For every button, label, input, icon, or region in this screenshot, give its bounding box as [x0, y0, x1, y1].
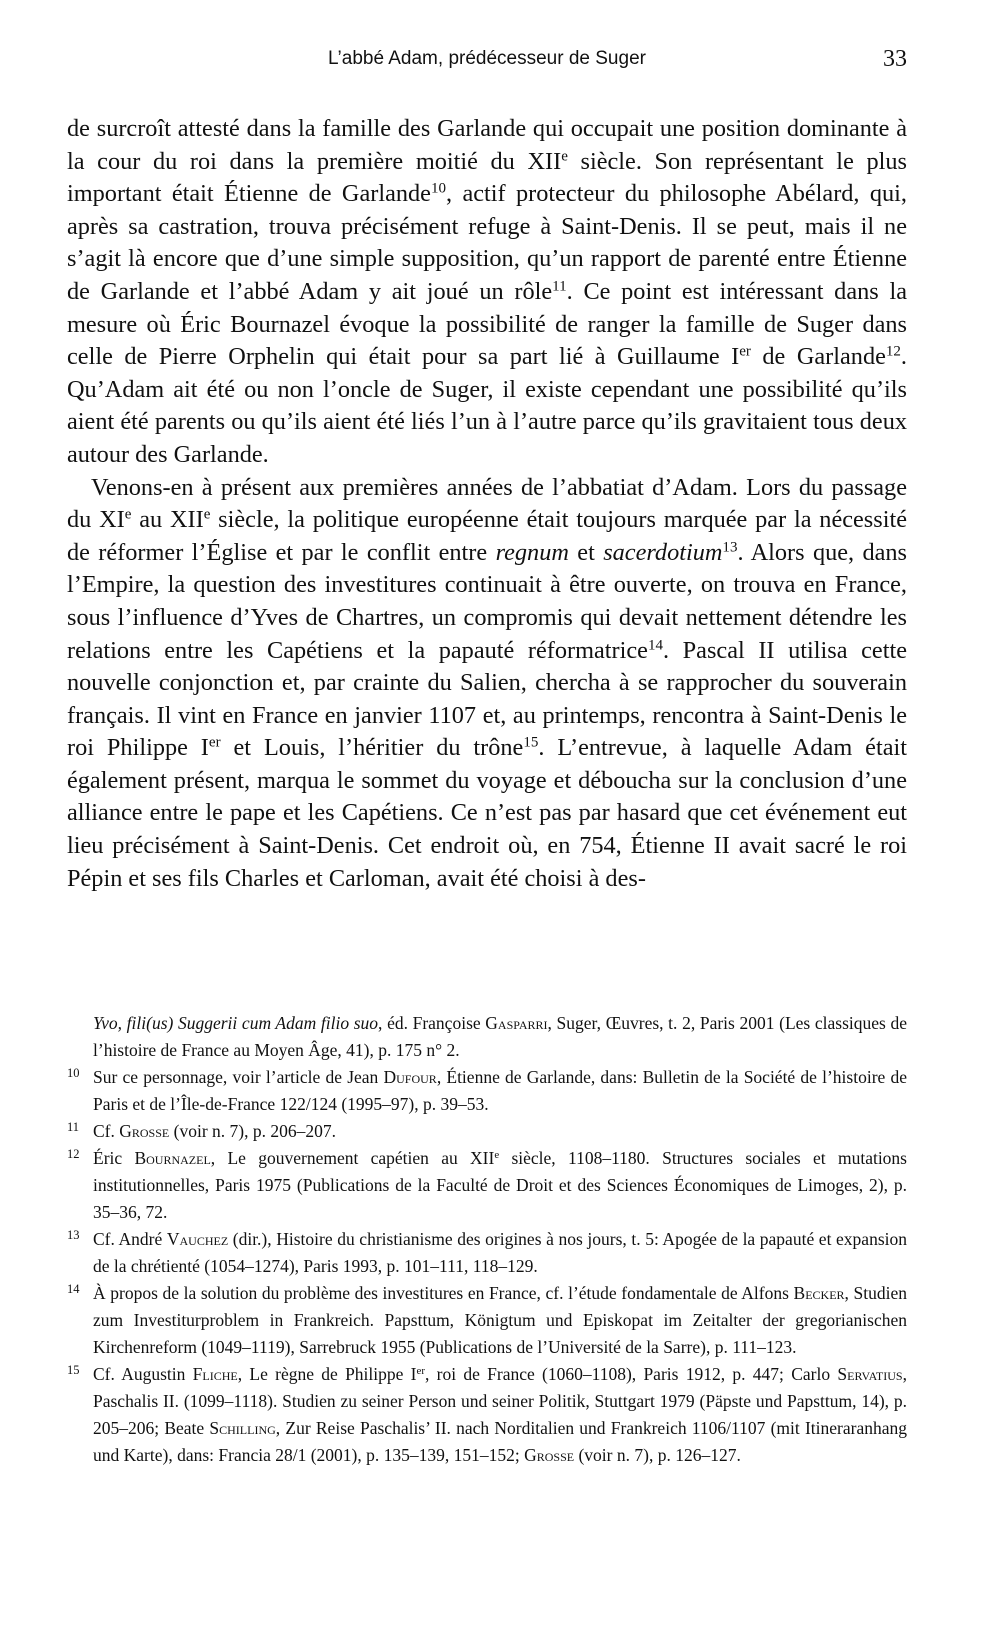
page-number: 33 — [883, 46, 907, 72]
author-name: Grosse — [119, 1121, 170, 1141]
text-run: de surcroît attesté dans la famille des Garlande qui occupait une position dominante à la cour du roi dans la première moitié du XII — [67, 115, 907, 175]
text-run: . Alors que, dans l’Empire, la question des investitures continuait à être ouverte, on trouva en France, sous l’influence d’Yves de Chartres, un compromis qui devait nettement détendre les relations entre les Capétiens et la papauté réformatrice — [67, 538, 908, 664]
main-text — [67, 113, 907, 895]
footnotes — [67, 1010, 907, 1469]
text-run: Cf. André — [93, 1229, 167, 1249]
footnote-number: 11 — [67, 1120, 80, 1134]
footnote-ref-15[interactable]: 15 — [523, 735, 539, 751]
italic-title: Yvo, fili(us) Suggerii cum Adam filio suo — [93, 1013, 379, 1033]
text-run: et — [568, 538, 604, 566]
text-run: siècle, 1108–1180. Structures sociales et mutations institutionnelles, Paris 1975 (Publications de la Faculté de Droit et des Sciences Économiques de Limoges, 2), p. 35–36, 72. — [93, 1148, 907, 1222]
author-name: Becker — [793, 1283, 845, 1303]
text-run: Cf. — [93, 1121, 120, 1141]
running-title: L’abbé Adam, prédécesseur de Suger — [328, 48, 646, 69]
text-run: , Paschalis II. (1099–1118). Studien zu seiner Person und seiner Politik, Stuttgart 1979 (Päpste und Papsttum, 14), p. 205–206; Beate — [93, 1364, 907, 1438]
author-name: Servatius — [837, 1364, 903, 1384]
footnote-15 — [67, 1361, 907, 1469]
superscript: e — [124, 506, 132, 523]
text-run: siècle. Son représentant le plus important était Étienne de Garlande — [67, 147, 907, 208]
text-run: , éd. Françoise — [378, 1013, 486, 1033]
italic-term: regnum — [495, 538, 569, 566]
text-run: , Suger, Œuvres, t. 2, Paris 2001 (Les classiques de l’histoire de France au Moyen Âge, 41), p. 175 n° 2. — [93, 1013, 907, 1060]
footnote-10 — [67, 1064, 907, 1118]
superscript: er — [416, 1365, 425, 1378]
author-name: Gasparri — [485, 1013, 548, 1033]
author-name: Dufour — [383, 1067, 437, 1087]
text-run: , Zur Reise Paschalis’ II. nach Norditalien und Frankreich 1106/1107 (mit Itineraranhang und Karte), dans: Francia 28/1 (2001), p. 135–139, 151–152; — [93, 1418, 908, 1465]
footnote-ref-11[interactable]: 11 — [552, 278, 567, 295]
footnote-ref-13[interactable]: 13 — [722, 539, 738, 556]
superscript: e — [494, 1149, 500, 1162]
superscript: e — [203, 506, 211, 523]
footnote-11 — [67, 1118, 907, 1145]
text-run: (dir.), Histoire du christianisme des origines à nos jours, t. 5: Apogée de la papauté et expansion de la chrétienté (1054–1274), Paris 1993, p. 101–111, 118–129. — [93, 1229, 907, 1276]
text-run: Cf. Augustin — [93, 1364, 193, 1384]
text-run: . Qu’Adam ait été ou non l’oncle de Suger, il existe cependant une possibilité qu’ils aient été parents ou qu’ils aient été liés l’un à l’autre parce qu’ils gravitaient tous deux autour des Garlande. — [67, 343, 907, 468]
text-run: Éric — [93, 1148, 135, 1168]
footnote-number: 15 — [67, 1363, 80, 1377]
footnote-12 — [67, 1145, 907, 1226]
text-run: Sur ce personnage, voir l’article de Jean — [93, 1067, 384, 1087]
footnote-continuation — [67, 1010, 907, 1064]
text-run: et Louis, l’héritier du trône — [220, 734, 524, 762]
text-run: . L’entrevue, à laquelle Adam était également présent, marqua le sommet du voyage et déboucha sur la conclusion d’une alliance entre le pape et les Capétiens. Ce n’est pas par hasard que cet événement eut lieu précisément à Saint-Denis. Cet endroit où, en 754, Étienne II avait sacré le roi Pépin et ses fils Charles et Carloman, avait été choisi à des- — [67, 734, 907, 892]
author-name: Grosse — [524, 1445, 575, 1465]
author-name: Schilling — [209, 1418, 276, 1438]
footnote-ref-14[interactable]: 14 — [647, 637, 663, 654]
text-run: au XII — [131, 506, 204, 534]
paragraph-1 — [67, 113, 907, 472]
superscript: er — [208, 735, 221, 751]
footnote-number: 10 — [67, 1066, 80, 1080]
superscript: er — [739, 343, 751, 360]
superscript: e — [561, 148, 568, 165]
author-name: Vauchez — [166, 1229, 229, 1249]
text-run: . Pascal II utilisa cette nouvelle conjonction et, par crainte du Salien, chercha à se rapprocher du souverain français. Il vint en France en janvier 1107 et, au printemps, rencontra à Saint-Denis le roi Philippe I — [67, 636, 907, 762]
footnote-number: 14 — [67, 1282, 80, 1296]
footnote-14 — [67, 1280, 907, 1361]
text-run: , Le règne de Philippe I — [237, 1364, 417, 1384]
italic-term: sacerdotium — [603, 538, 723, 566]
text-run: , Étienne de Garlande, dans: Bulletin de la Société de l’histoire de Paris et de l’Île-de-France 122/124 (1995–97), p. 39–53. — [93, 1067, 907, 1114]
text-run: siècle, la politique européenne était toujours marquée par la nécessité de réformer l’Église et par le conflit entre — [67, 506, 907, 566]
text-run: de Garlande — [750, 343, 886, 371]
text-run: , Studien zum Investiturproblem in Frankreich. Papsttum, Königtum und Episkopat im Zeitalter der gregorianischen Kirchenreform (1049–1119), Sarrebruck 1955 (Publications de l’Université de la Sarre), p. 111–123. — [93, 1283, 907, 1357]
text-run: À propos de la solution du problème des investitures en France, cf. l’étude fondamentale de Alfons — [93, 1283, 794, 1303]
page-header — [67, 46, 907, 76]
text-run: , actif protecteur du philosophe Abélard, qui, après sa castration, trouva précisément refuge à Saint-Denis. Il se peut, mais il ne s’agit là encore que d’une simple supposition, qu’un rapport de parenté entre Étienne de Garlande et l’abbé Adam y ait joué un rôle — [67, 180, 908, 305]
footnote-13 — [67, 1226, 907, 1280]
footnote-ref-10[interactable]: 10 — [430, 180, 447, 197]
paragraph-2 — [67, 472, 907, 896]
author-name: Fliche — [192, 1364, 238, 1384]
text-run: , Le gouvernement capétien au XII — [210, 1148, 495, 1168]
footnote-number: 12 — [67, 1147, 80, 1161]
footnote-ref-12[interactable]: 12 — [885, 343, 901, 360]
footnote-number: 13 — [67, 1228, 80, 1242]
text-run: (voir n. 7), p. 206–207. — [169, 1121, 336, 1141]
text-run: . Ce point est intéressant dans la mesure où Éric Bournazel évoque la possibilité de ranger la famille de Suger dans celle de Pierre Orphelin qui était pour sa part lié à Guillaume I — [67, 277, 907, 371]
text-run: , roi de France (1060–1108), Paris 1912, p. 447; Carlo — [424, 1364, 838, 1384]
text-run: (voir n. 7), p. 126–127. — [574, 1445, 741, 1465]
text-run: Venons-en à présent aux premières années de l’abbatiat d’Adam. Lors du passage du XI — [67, 473, 907, 534]
author-name: Bournazel — [134, 1148, 211, 1168]
